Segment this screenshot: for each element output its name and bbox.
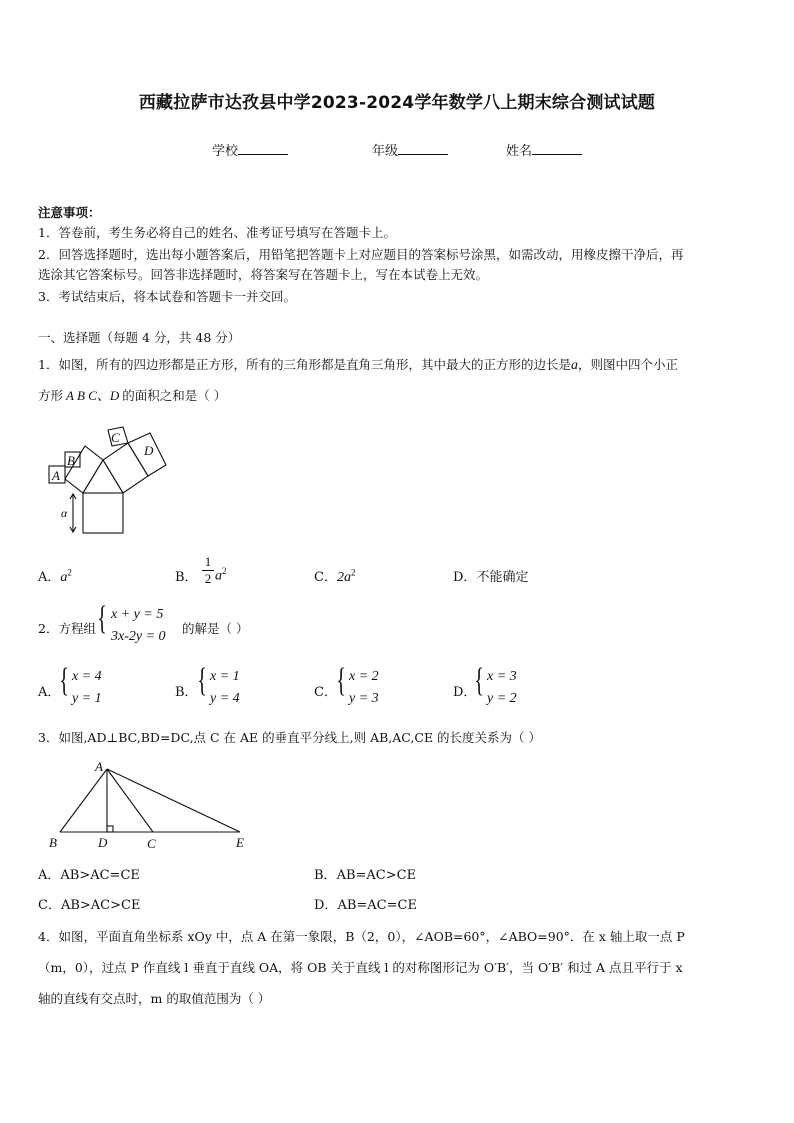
q3-text: 3．如图,AD⊥BC,BD=DC,点 C 在 AE 的垂直平分线上,则 AB,AC,CE 的长度关系为（ ） <box>38 730 542 745</box>
q3-option-c-label: C． <box>38 898 61 913</box>
q3-option-b-text: AB=AC>CE <box>336 868 417 883</box>
q2-option-b-l1: x = 1 <box>210 669 240 684</box>
q3-option-a-label: A． <box>38 868 61 883</box>
q1-label-alpha: α <box>61 506 68 520</box>
q2-option-b-l2: y = 4 <box>210 691 240 706</box>
q1-line2 <box>38 385 226 404</box>
q2-option-d-brace: { <box>474 662 485 699</box>
section-heading: 一、选择题（每题 4 分，共 48 分） <box>38 330 241 345</box>
q2-option-b[interactable] <box>175 681 198 700</box>
q3-label-e: E <box>236 835 244 850</box>
q1-line1 <box>38 355 678 374</box>
q4-line1: 4．如图，平面直角坐标系 xOy 中，点 A 在第一象限，B（2，0），∠AOB=60°，∠ABO=90°．在 x 轴上取一点 P <box>38 929 685 944</box>
q2-option-d-system <box>487 666 517 710</box>
q2-eq2: 3x-2y = 0 <box>111 629 166 644</box>
q3-line-ab <box>60 769 107 832</box>
q3-option-a[interactable] <box>38 864 140 883</box>
q1-label-a: A <box>52 468 60 483</box>
q1-option-b-expr-wrap <box>215 566 227 584</box>
q1-text-a: 1．如图，所有的四边形都是正方形，所有的三角形都是直角三角形，其中最大的正方形的边长是 <box>38 357 571 372</box>
q3-right-angle-mark <box>107 826 113 832</box>
q2-option-d[interactable] <box>453 681 476 700</box>
q3-option-a-text: AB>AC=CE <box>60 868 140 883</box>
q3-line-ae <box>107 769 240 832</box>
q3-label-d: D <box>98 835 108 850</box>
q2-option-d-l1: x = 3 <box>487 669 517 684</box>
q1-label-b: B <box>67 453 75 468</box>
q1-label-d: D <box>144 443 154 458</box>
q2-option-a-label: A． <box>38 685 61 700</box>
q2-system <box>111 604 166 648</box>
q1-option-d[interactable] <box>453 566 528 585</box>
q1-right-mid-square <box>103 443 148 493</box>
q2-option-c-system <box>349 666 379 710</box>
q1-text-d: 的面积之和是（ ） <box>122 388 227 403</box>
school-blank[interactable] <box>238 140 288 155</box>
grade-label: 年级 <box>372 144 399 159</box>
q1-letters: A B C、D <box>66 388 120 403</box>
q3-label-c: C <box>147 836 156 851</box>
grade-field[interactable] <box>372 140 448 159</box>
q2-option-a-l2: y = 1 <box>72 691 102 706</box>
q2-eq1: x + y = 5 <box>111 607 164 622</box>
q4-line3: 轴的直线有交点时，m 的取值范围为（ ） <box>38 991 271 1006</box>
q2-option-c-l1: x = 2 <box>349 669 379 684</box>
q2-option-d-label: D． <box>453 685 477 700</box>
q2-option-a[interactable] <box>38 681 60 700</box>
q3-option-b-label: B． <box>314 868 337 883</box>
q3-label-b: B <box>49 835 57 850</box>
q2-lead: 2．方程组 <box>38 621 96 636</box>
q1-label-c: C <box>111 430 120 445</box>
school-field[interactable] <box>212 140 288 159</box>
q1-option-d-label: D． <box>453 570 477 585</box>
notice-item: 选涂其它答案标号。回答非选择题时，将答案写在答题卡上，写在本试卷上无效。 <box>38 267 489 282</box>
q1-option-b[interactable] <box>175 566 198 585</box>
q2-option-a-l1: x = 4 <box>72 669 102 684</box>
q3-option-d-label: D． <box>314 898 338 913</box>
q2-option-a-system <box>72 666 102 710</box>
q2-option-d-l2: y = 2 <box>487 691 517 706</box>
q1-option-c-expr: 2a <box>336 570 351 585</box>
notice-heading: 注意事项： <box>38 205 101 220</box>
q1-text-c: 方形 <box>38 388 64 403</box>
q2-option-c-l2: y = 3 <box>349 691 379 706</box>
q2-option-c-brace: { <box>336 662 347 699</box>
q1-figure <box>40 420 170 540</box>
notice-item: 2．回答选择题时，选出每小题答案后，用铅笔把答题卡上对应题目的答案标号涂黑，如需改动，用橡皮擦干净后，再 <box>38 247 684 262</box>
q2-option-b-system <box>210 666 240 710</box>
q1-option-a[interactable] <box>38 566 72 586</box>
q3-option-c[interactable] <box>38 894 140 913</box>
q2-tail: 的解是（ ） <box>182 621 249 636</box>
name-field[interactable] <box>506 140 582 159</box>
q1-option-a-label: A． <box>38 570 61 585</box>
q1-option-b-sup: 2 <box>222 566 227 576</box>
notice-item: 3．考试结束后，将本试卷和答题卡一并交回。 <box>38 289 296 304</box>
name-blank[interactable] <box>532 140 582 155</box>
q1-text-b: ，则图中四个小正 <box>577 357 678 372</box>
q1-option-c-label: C． <box>314 570 337 585</box>
q4-line2: （m，0），过点 P 作直线 l 垂直于直线 OA，将 OB 关于直线 l 的对称图形记为 O′B′，当 O′B′ 和过 A 点且平行于 x <box>38 960 683 975</box>
q2-option-c[interactable] <box>314 681 337 700</box>
q1-option-b-num: 1 <box>204 554 212 569</box>
q1-option-b-label: B． <box>175 570 198 585</box>
name-label: 姓名 <box>506 144 533 159</box>
q1-option-c-sup: 2 <box>350 567 356 578</box>
q1-option-b-den: 2 <box>202 570 214 587</box>
q1-option-a-expr: a <box>60 570 68 585</box>
page-title: 西藏拉萨市达孜县中学2023-2024学年数学八上期末综合测试试题 <box>138 93 656 113</box>
q1-option-a-sup: 2 <box>67 567 72 578</box>
q1-big-square <box>83 493 123 533</box>
q3-option-b[interactable] <box>314 864 416 883</box>
q3-figure <box>40 755 260 855</box>
notice-item: 1．答卷前，考生务必将自己的姓名、准考证号填写在答题卡上。 <box>38 225 396 240</box>
school-label: 学校 <box>212 144 239 159</box>
q2-option-b-brace: { <box>197 662 208 699</box>
q1-option-b-expr: a <box>215 568 222 584</box>
q2-option-b-label: B． <box>175 685 198 700</box>
q3-option-d[interactable] <box>314 894 417 913</box>
q3-option-d-text: AB=AC=CE <box>337 898 417 913</box>
q1-option-d-text: 不能确定 <box>476 570 529 585</box>
q2-option-c-label: C． <box>314 685 337 700</box>
q2-option-a-brace: { <box>59 662 70 699</box>
q1-top-triangle <box>83 460 123 493</box>
q3-label-a: A <box>95 759 103 774</box>
q2-brace: { <box>97 600 108 637</box>
q1-var-a: a <box>570 358 578 373</box>
q3-option-c-text: AB>AC>CE <box>60 898 141 913</box>
q3-line-ac <box>107 769 153 832</box>
q1-option-c[interactable] <box>314 566 355 586</box>
grade-blank[interactable] <box>398 140 448 155</box>
q1-option-b-fraction <box>202 554 214 587</box>
